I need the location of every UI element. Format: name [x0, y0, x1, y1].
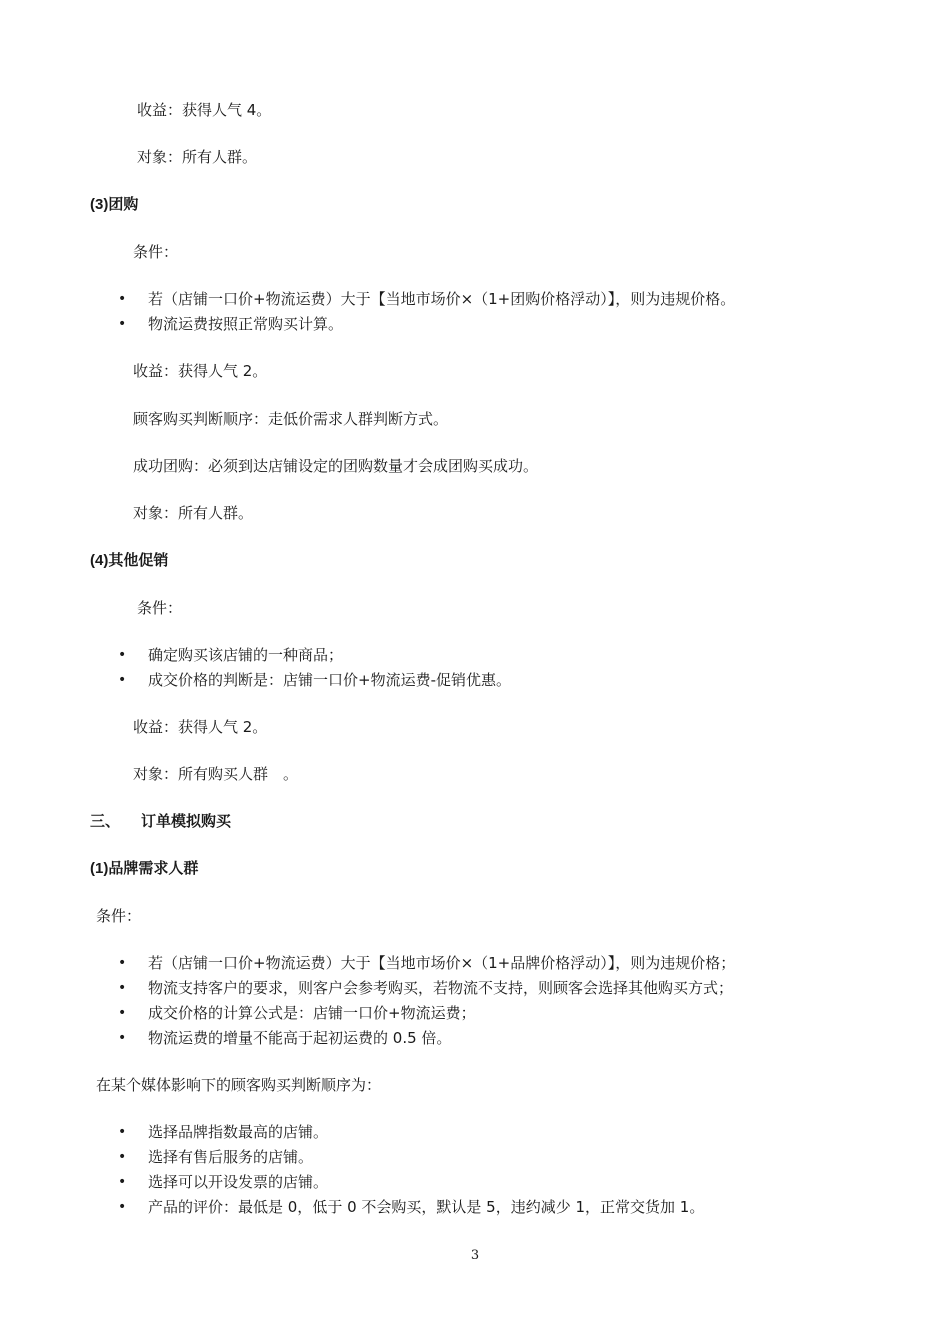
brand-bullet-4: 物流运费的增量不能高于起初运费的 0.5 倍。: [148, 1029, 452, 1047]
income-line-groupbuy: 收益：获得人气 2。: [133, 362, 268, 380]
order-bullet-4: 产品的评价：最低是 0，低于 0 不会购买，默认是 5，违约减少 1，正常交货加 1。: [148, 1198, 705, 1216]
judge-order-groupbuy: 顾客购买判断顺序：走低价需求人群判断方式。: [133, 410, 449, 428]
bullet-dot: •: [118, 1124, 127, 1140]
groupbuy-bullet-1: 若（店铺一口价+物流运费）大于【当地市场价×（1+团购价格浮动）】，则为违规价格。: [148, 290, 736, 308]
brand-bullet-1: 若（店铺一口价+物流运费）大于【当地市场价×（1+品牌价格浮动）】，则为违规价格；: [148, 954, 736, 972]
section-heading-groupbuy: (3)团购: [90, 196, 139, 213]
target-groupbuy: 对象：所有人群。: [133, 504, 254, 522]
bullet-dot: •: [118, 980, 127, 996]
section-heading-other: (4)其他促销: [90, 552, 169, 569]
other-bullet-2: 成交价格的判断是：店铺一口价+物流运费-促销优惠。: [148, 671, 511, 689]
income-line-1: 收益：获得人气 4。: [137, 101, 272, 119]
brand-bullet-2: 物流支持客户的要求，则客户会参考购买，若物流不支持，则顾客会选择其他购买方式；: [148, 979, 734, 997]
page-number: 3: [470, 1248, 480, 1263]
condition-label-groupbuy: 条件：: [133, 243, 179, 261]
chapter-title: 订单模拟购买: [141, 813, 232, 830]
groupbuy-bullet-2: 物流运费按照正常购买计算。: [148, 315, 344, 333]
bullet-dot: •: [118, 955, 127, 971]
target-line-1: 对象：所有人群。: [137, 148, 258, 166]
bullet-dot: •: [118, 1199, 127, 1215]
order-bullet-3: 选择可以开设发票的店铺。: [148, 1173, 329, 1191]
bullet-dot: •: [118, 1030, 127, 1046]
success-groupbuy: 成功团购：必须到达店铺设定的团购数量才会成团购买成功。: [133, 457, 539, 475]
bullet-dot: •: [118, 647, 127, 663]
order-bullet-2: 选择有售后服务的店铺。: [148, 1148, 314, 1166]
chapter-number: 三、: [90, 813, 121, 830]
bullet-dot: •: [118, 1174, 127, 1190]
bullet-dot: •: [118, 316, 127, 332]
condition-label-brand: 条件：: [96, 907, 142, 925]
media-intro: 在某个媒体影响下的顾客购买判断顺序为：: [96, 1076, 382, 1094]
bullet-dot: •: [118, 291, 127, 307]
bullet-dot: •: [118, 1149, 127, 1165]
section-heading-brand: (1)品牌需求人群: [90, 860, 199, 877]
brand-bullet-3: 成交价格的计算公式是：店铺一口价+物流运费；: [148, 1004, 476, 1022]
condition-label-other: 条件：: [137, 599, 183, 617]
other-bullet-1: 确定购买该店铺的一种商品；: [148, 646, 344, 664]
target-other: 对象：所有购买人群 。: [133, 765, 299, 783]
order-bullet-1: 选择品牌指数最高的店铺。: [148, 1123, 329, 1141]
bullet-dot: •: [118, 672, 127, 688]
bullet-dot: •: [118, 1005, 127, 1021]
income-line-other: 收益：获得人气 2。: [133, 718, 268, 736]
